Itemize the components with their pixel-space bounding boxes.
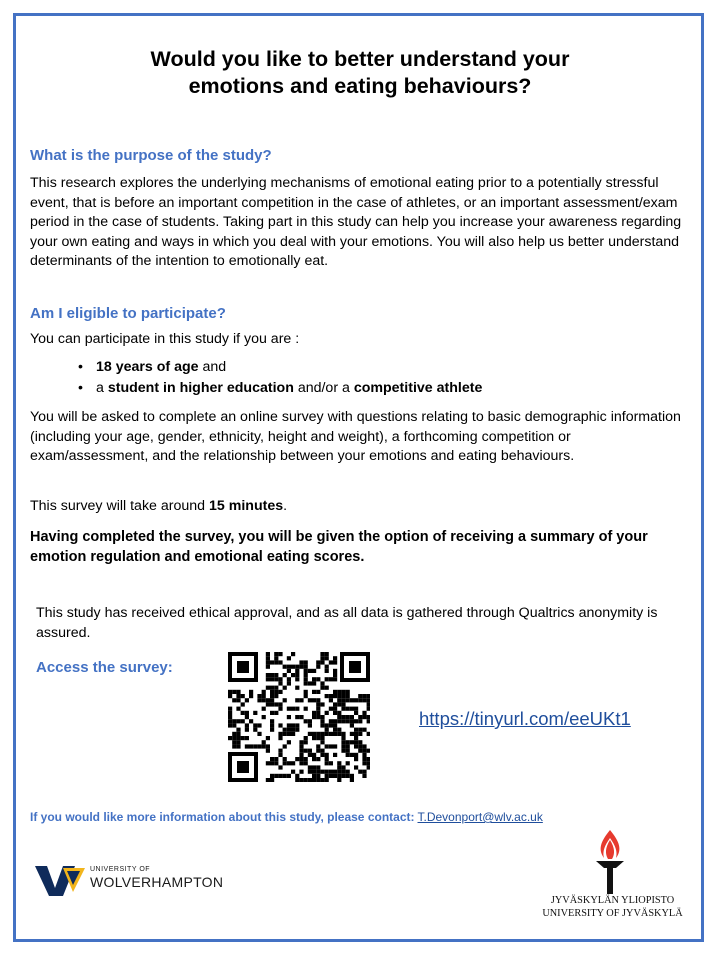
contact-line: If you would like more information about this study, please contact: T.Devonport@wlv.ac.uk xyxy=(30,810,543,824)
purpose-text: This research explores the underlying mechanisms of emotional eating prior to a potentially stressful event, that is before an important competition in the case of athletes, or an important assessment/exam period in the case of students. Taking part in this study can help you increase your awareness regarding your own eating and ways in which you deal with your emotions. You will also help us better understand determinants of the intention to emotionally eat. xyxy=(30,175,682,269)
wolverhampton-logo-icon xyxy=(33,858,89,898)
purpose-heading: What is the purpose of the study? xyxy=(30,147,272,164)
jyvaskyla-torch-icon xyxy=(590,828,630,896)
title-line-2: emotions and eating behaviours? xyxy=(188,74,532,98)
access-survey-label: Access the survey: xyxy=(36,659,173,676)
survey-link[interactable]: https://tinyurl.com/eeUKt1 xyxy=(419,708,631,729)
eligibility-item-age: • 18 years of age and xyxy=(78,357,482,378)
survey-duration: This survey will take around 15 minutes. xyxy=(30,498,288,514)
eligibility-intro: You can participate in this study if you are : xyxy=(30,331,300,347)
survey-summary-offer: Having completed the survey, you will be given the option of receiving a summary of your emotion regulation and emotional eating scores. xyxy=(30,529,648,565)
page-title xyxy=(60,46,660,100)
wolverhampton-logo-text: UNIVERSITY OF WOLVERHAMPTON xyxy=(90,866,224,890)
survey-description: You will be asked to complete an online survey with questions relating to basic demographic information (including your age, gender, ethnicity, height and weight), a forthcoming competition or exam/assessment, and the relationship between your emotions and eating behaviours. xyxy=(30,409,681,464)
eligibility-heading: Am I eligible to participate? xyxy=(30,305,226,322)
ethics-statement: This study has received ethical approval, and as all data is gathered through Qualtrics anonymity is assured. xyxy=(36,605,658,641)
qr-code[interactable] xyxy=(228,652,370,782)
eligibility-item-status: • a student in higher education and/or a competitive athlete xyxy=(78,378,482,399)
eligibility-list xyxy=(78,357,482,398)
jyvaskyla-logo-text: JYVÄSKYLÄN YLIOPISTO UNIVERSITY OF JYVÄSKYLÄ xyxy=(542,895,683,919)
title-line-1: Would you like to better understand your xyxy=(150,47,570,71)
contact-email-link[interactable]: T.Devonport@wlv.ac.uk xyxy=(417,810,543,824)
